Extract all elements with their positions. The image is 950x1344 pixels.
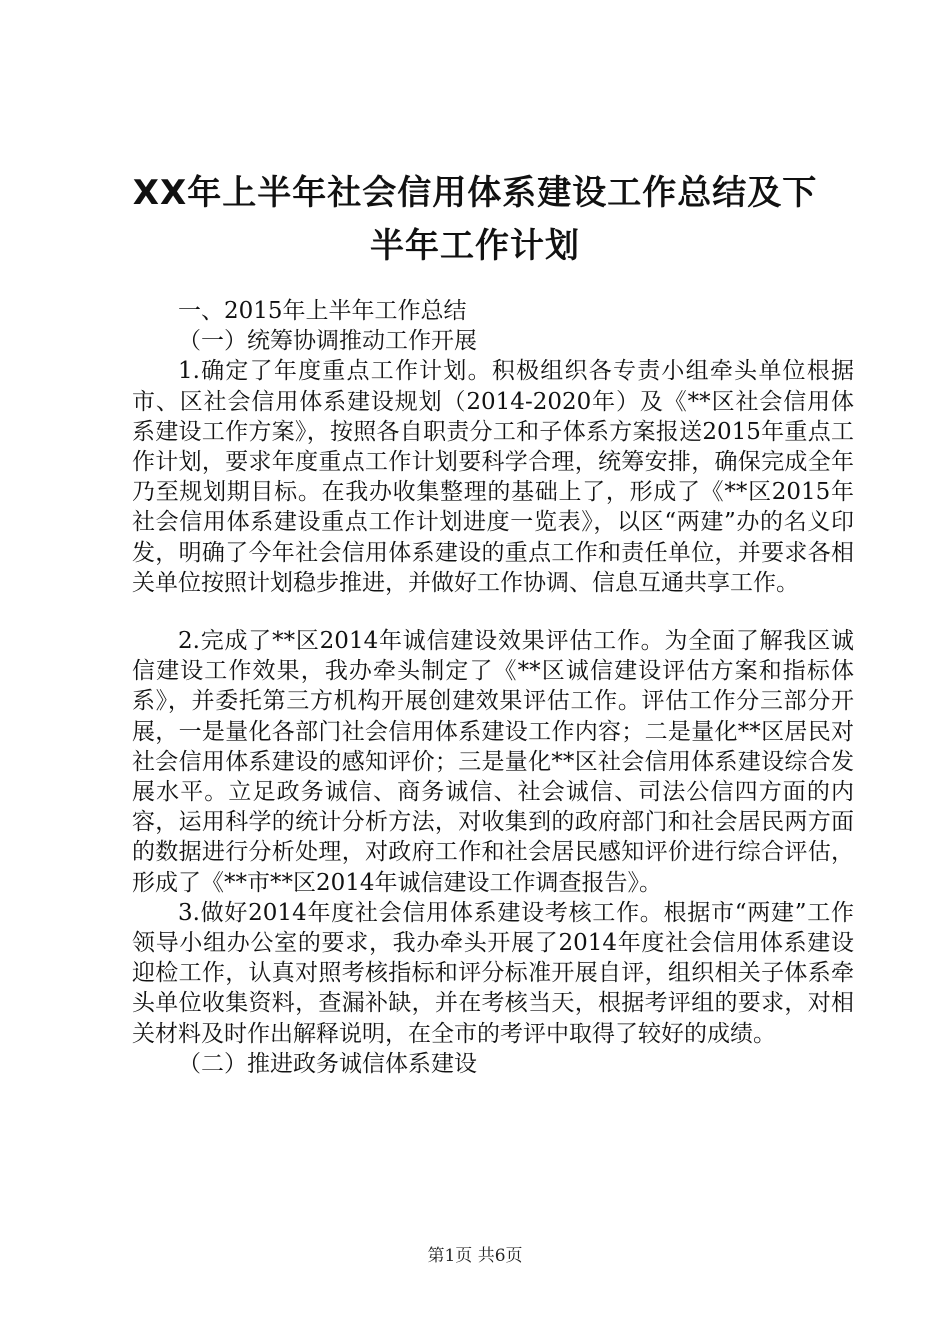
paragraph-2: 2.完成了**区2014年诚信建设效果评估工作。为全面了解我区诚信建设工作效果，我办牵头制定了《**区诚信建设评估方案和指标体系》，并委托第三方机构开展创建效果评估工作。评估工作分三部分开展，一是量化各部门社会信用体系建设工作内容；二是量化**区居民对社会信用体系建设的感知评价；三是量化**区社会信用体系建设综合发展水平。立足政务诚信、商务诚信、社会诚信、司法公信四方面的内容，运用科学的统计分析方法，对收集到的政府部门和社会居民两方面的数据进行分析处理，对政府工作和社会居民感知评价进行综合评估，形成了《**市**区2014年诚信建设工作调查报告》。 xyxy=(132,628,854,896)
section-heading-1: 一、2015年上半年工作总结 xyxy=(178,298,467,324)
document-body xyxy=(132,296,854,1079)
paragraph-1: 1.确定了年度重点工作计划。积极组织各专责小组牵头单位根据市、区社会信用体系建设规划（2014-2020年）及《**区社会信用体系建设工作方案》，按照各自职责分工和子体系方案报送2015年重点工作计划，要求年度重点工作计划要科学合理，统筹安排，确保完成全年乃至规划期目标。在我办收集整理的基础上了，形成了《**区2015年社会信用体系建设重点工作计划进度一览表》，以区“两建”办的名义印发，明确了今年社会信用体系建设的重点工作和责任单位，并要求各相关单位按照计划稳步推进，并做好工作协调、信息互通共享工作。 xyxy=(132,358,854,596)
subsection-heading-2: （二）推进政务诚信体系建设 xyxy=(178,1050,477,1077)
paragraph-3: 3.做好2014年度社会信用体系建设考核工作。根据市“两建”工作领导小组办公室的要求，我办牵头开展了2014年度社会信用体系建设迎检工作，认真对照考核指标和评分标准开展自评，组织相关子体系牵头单位收集资料，查漏补缺，并在考核当天，根据考评组的要求，对相关材料及时作出解释说明，在全市的考评中取得了较好的成绩。 xyxy=(132,899,854,1047)
document-title-line-1: XX年上半年社会信用体系建设工作总结及下 xyxy=(132,173,818,213)
page-footer: 第1页 共6页 xyxy=(427,1246,523,1266)
subsection-heading-1: （一）统筹协调推动工作开展 xyxy=(178,328,477,355)
document-title-line-2: 半年工作计划 xyxy=(370,226,580,266)
paragraph-spacer xyxy=(132,598,854,626)
